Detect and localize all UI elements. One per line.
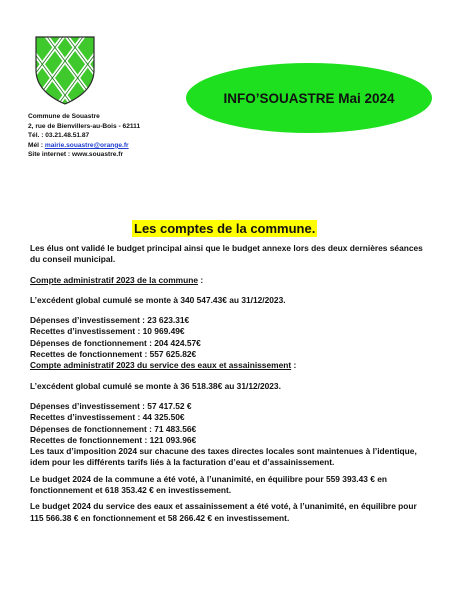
eaux-depenses-fonctionnement: Dépenses de fonctionnement : 71 483.56€ — [30, 423, 197, 434]
coat-of-arms-logo — [33, 34, 97, 106]
commune-recettes-investissement: Recettes d’investissement : 10 969.49€ — [30, 326, 185, 337]
eaux-depenses-investissement: Dépenses d’investissement : 57 417.52 € — [30, 400, 192, 411]
email-row — [28, 141, 140, 151]
commune-recettes-fonctionnement: Recettes de fonctionnement : 557 625.82€ — [30, 349, 197, 360]
intro-paragraph: Les élus ont validé le budget principal ainsi que le budget annexe lors des deux dernières séances du conseil municipal. — [30, 243, 423, 265]
article-heading: Les comptes de la commune. — [134, 221, 316, 236]
section-commune-title: Compte administratif 2023 de la commune : — [30, 274, 204, 285]
section-eaux-title: Compte administratif 2023 du service des eaux et assainissement : — [30, 360, 297, 371]
eaux-recettes-fonctionnement: Recettes de fonctionnement : 121 093.96€ — [30, 434, 197, 445]
eaux-excedent: L’excédent global cumulé se monte à 36 518.38€ au 31/12/2023. — [30, 380, 281, 391]
commune-excedent: L’excédent global cumulé se monte à 340 547.43€ au 31/12/2023. — [30, 294, 286, 305]
taux-imposition-paragraph: Les taux d’imposition 2024 sur chacune des taxes directes locales sont maintenues à l’identique, idem pour les différents tarifs liés à la facturation d’eau et d’assainissement. — [30, 446, 417, 468]
commune-depenses-fonctionnement: Dépenses de fonctionnement : 204 424.57€ — [30, 337, 201, 348]
commune-depenses-investissement: Dépenses d’investissement : 23 623.31€ — [30, 315, 190, 326]
newsletter-banner — [186, 63, 432, 133]
contact-block — [28, 112, 140, 160]
email-link[interactable]: mairie.souastre@orange.fr — [44, 141, 129, 149]
postal-address: 2, rue de Bienvillers-au-Bois - 62111 — [28, 122, 141, 130]
budget-commune-paragraph: Le budget 2024 de la commune a été voté, à l’unanimité, en équilibre pour 559 393.43 € en fonctionnement et 618 353.42 € en investissement. — [30, 473, 387, 496]
website: Site internet : www.souastre.fr — [28, 151, 124, 159]
article-body — [30, 243, 430, 524]
phone-number: Tél. : 03.21.48.51.87 — [28, 132, 90, 140]
budget-eaux-paragraph: Le budget 2024 du service des eaux et assainissement a été voté, à l’unanimité, en équilibre pour 115 566.38 € en fonctionnement et 58 266.42 € en investissement. — [30, 501, 417, 523]
section-commune-title-text: Compte administratif 2023 de la commune — [30, 274, 199, 285]
commune-name: Commune de Souastre — [28, 113, 100, 120]
email-label: Mél : — [28, 141, 45, 149]
newsletter-title: INFO’SOUASTRE Mai 2024 — [223, 90, 395, 106]
eaux-recettes-investissement: Recettes d’investissement : 44 325.50€ — [30, 412, 185, 423]
section-eaux-title-text: Compte administratif 2023 du service des eaux et assainissement — [30, 360, 292, 371]
